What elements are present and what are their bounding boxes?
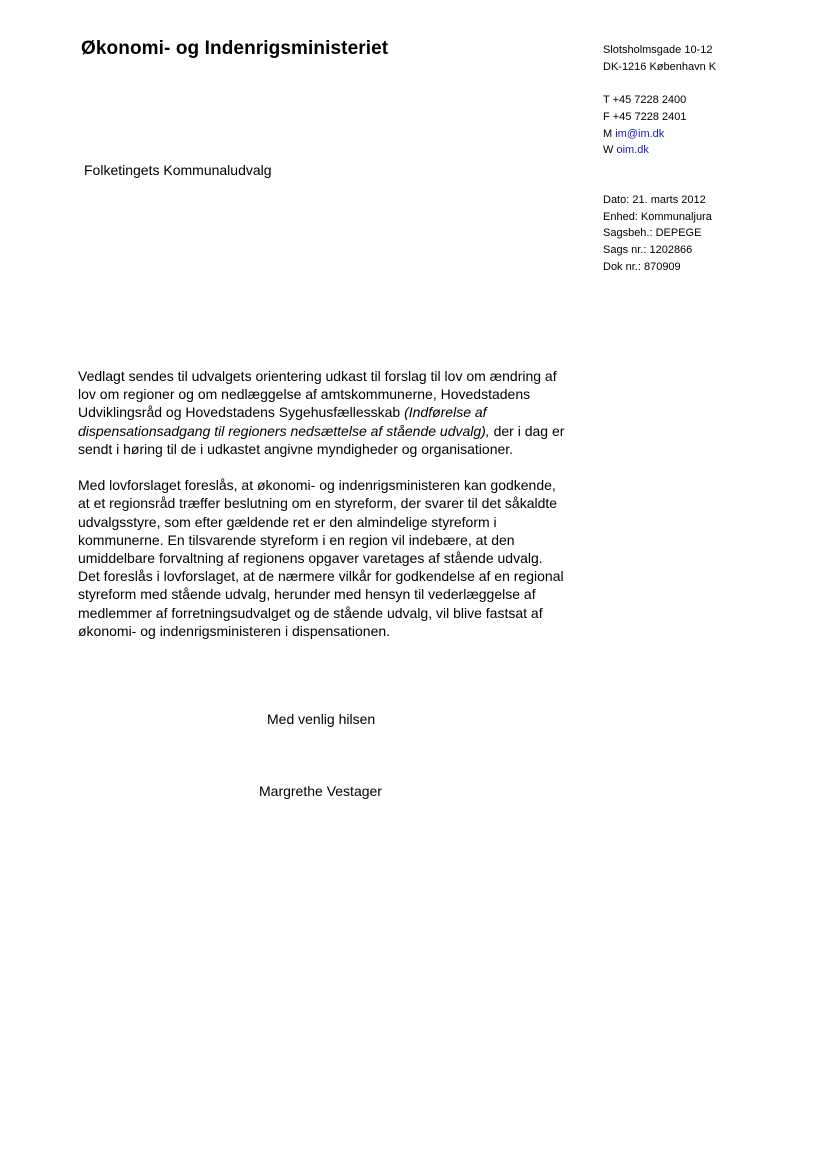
- sender-info-sidebar: [603, 42, 716, 275]
- paragraph-line: lov om regioner og om nedlæggelse af amtskommunerne, Hovedstadens: [78, 386, 531, 403]
- document-number-field: Dok nr.: 870909: [603, 260, 681, 273]
- fax-number: F +45 7228 2401: [603, 110, 687, 123]
- email-link[interactable]: im@im.dk: [615, 127, 665, 140]
- letter-body: [78, 367, 568, 658]
- website-link[interactable]: oim.dk: [616, 144, 649, 157]
- paragraph-line: udvalgsstyre, som efter gældende ret er den almindelige styreform i: [78, 513, 497, 530]
- paragraph-line: at et regionsråd træffer beslutning om en styreform, der svarer til det såkaldte: [78, 495, 558, 512]
- paragraph-line: [78, 422, 568, 440]
- ministry-title: Økonomi- og Indenrigsministeriet: [81, 38, 389, 59]
- mail-row: [603, 126, 716, 143]
- address-line-1: Slotsholmsgade 10-12: [603, 44, 713, 56]
- closing-greeting: Med venlig hilsen: [267, 711, 376, 727]
- paragraph-2: [78, 476, 568, 640]
- paragraph-line: Det foreslås i lovforslaget, at de nærmere vilkår for godkendelse af en regional: [78, 568, 564, 585]
- web-row: [603, 142, 716, 159]
- paragraph-line: umiddelbare forvaltning af regionens opgaver varetages af stående udvalg.: [78, 550, 543, 567]
- mail-prefix: M: [603, 127, 616, 140]
- recipient: Folketingets Kommunaludvalg: [84, 162, 272, 178]
- paragraph-line: Med lovforslaget foreslås, at økonomi- og indenrigsministeren kan godkende,: [78, 477, 556, 494]
- italic-segment: dispensationsadgang til regioners nedsættelse af stående udvalg),: [78, 422, 490, 439]
- paragraph-line: Vedlagt sendes til udvalgets orientering udkast til forslag til lov om ændring af: [78, 368, 557, 384]
- paragraph-1: [78, 367, 568, 458]
- paragraph-line: [78, 403, 568, 421]
- text-segment: Udviklingsråd og Hovedstadens Sygehusfællesskab: [78, 404, 401, 421]
- phone-number: T +45 7228 2400: [603, 94, 687, 107]
- italic-segment: (Indførelse af: [404, 404, 487, 421]
- case-number-field: Sags nr.: 1202866: [603, 244, 693, 257]
- address-line-2: DK-1216 København K: [603, 60, 717, 73]
- unit-field: Enhed: Kommunaljura: [603, 210, 712, 223]
- paragraph-line: kommunerne. En tilsvarende styreform i en region vil indebære, at den: [78, 531, 515, 548]
- paragraph-line: styreform med stående udvalg, herunder med hensyn til vederlæggelse af: [78, 586, 536, 603]
- signature-name: Margrethe Vestager: [259, 783, 382, 799]
- case-handler-field: Sagsbeh.: DEPEGE: [603, 227, 702, 240]
- paragraph-line: sendt i høring til de i udkastet angivne myndigheder og organisationer.: [78, 440, 514, 457]
- text-segment: der i dag er: [493, 422, 565, 439]
- paragraph-line: medlemmer af forretningsudvalget og de stående udvalg, vil blive fastsat af: [78, 604, 543, 621]
- web-prefix: W: [603, 144, 617, 157]
- date-field: Dato: 21. marts 2012: [603, 193, 706, 206]
- paragraph-line: økonomi- og indenrigsministeren i dispensationen.: [78, 622, 391, 639]
